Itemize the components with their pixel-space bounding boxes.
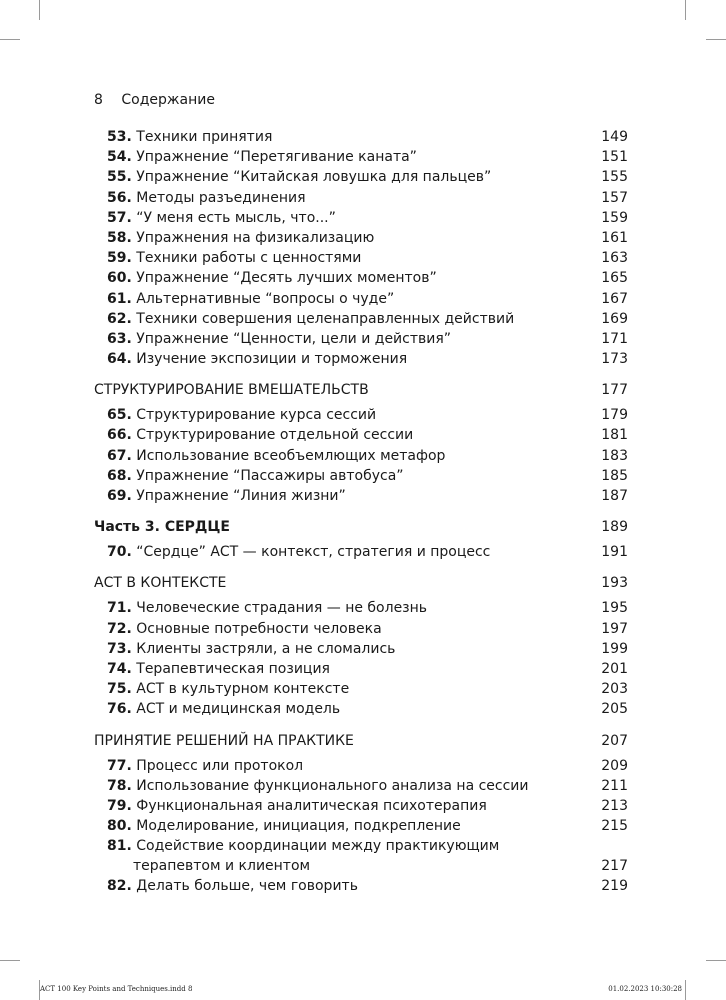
entry-page-number: 183 bbox=[601, 447, 628, 464]
entry-page-number: 181 bbox=[601, 427, 628, 444]
entry-title: Упражнение “Ценности, цели и действия” bbox=[136, 330, 452, 347]
entry-page-number: 151 bbox=[601, 149, 628, 166]
toc-entry[interactable] bbox=[94, 147, 628, 167]
toc-entry-text bbox=[107, 816, 461, 836]
entry-number: 72. bbox=[107, 620, 132, 637]
section-page-number: 189 bbox=[601, 519, 628, 536]
entry-page-number: 219 bbox=[601, 878, 628, 895]
entry-page-number: 209 bbox=[601, 757, 628, 774]
running-title: Содержание bbox=[121, 92, 215, 108]
entry-page-number: 191 bbox=[601, 544, 628, 561]
toc-entry[interactable] bbox=[94, 756, 628, 776]
entry-title: Использование функционального анализа на сессии bbox=[136, 777, 529, 794]
print-slug-file: ACT 100 Key Points and Techniques.indd 8 bbox=[40, 985, 193, 993]
entry-page-number: 167 bbox=[601, 290, 628, 307]
section-page-number: 207 bbox=[601, 732, 628, 749]
entry-title: Упражнения на физикализацию bbox=[136, 229, 375, 246]
entry-number: 79. bbox=[107, 797, 132, 814]
entry-title: АСТ в культурном контексте bbox=[136, 681, 350, 698]
entry-number: 82. bbox=[107, 878, 132, 895]
entry-page-number: 199 bbox=[601, 640, 628, 657]
entry-title: Упражнение “Китайская ловушка для пальцев” bbox=[136, 169, 492, 186]
entry-title: Основные потребности человека bbox=[136, 620, 382, 637]
entry-number: 64. bbox=[107, 351, 132, 368]
entry-number: 58. bbox=[107, 229, 132, 246]
entry-title: Содействие координации между практикующим терапевтом и клиентом bbox=[133, 838, 500, 875]
entry-title: Альтернативные “вопросы о чуде” bbox=[136, 290, 395, 307]
entry-title: Клиенты застряли, а не сломались bbox=[136, 640, 396, 657]
entry-title: Техники совершения целенаправленных действий bbox=[136, 310, 515, 327]
toc-entry[interactable] bbox=[94, 446, 628, 466]
entry-number: 77. bbox=[107, 757, 132, 774]
toc-entry-text bbox=[107, 228, 374, 248]
entry-page-number: 211 bbox=[601, 777, 628, 794]
entry-number: 59. bbox=[107, 250, 132, 267]
toc-entry-text bbox=[107, 349, 407, 369]
toc-entry[interactable] bbox=[94, 639, 628, 659]
entry-page-number: 195 bbox=[601, 600, 628, 617]
entry-page-number: 169 bbox=[601, 310, 628, 327]
entry-title: Упражнение “Десять лучших моментов” bbox=[136, 270, 437, 287]
toc-entry[interactable] bbox=[94, 836, 628, 876]
toc-entry[interactable] bbox=[94, 598, 628, 618]
crop-mark bbox=[0, 960, 20, 961]
crop-mark bbox=[685, 0, 686, 20]
entry-number: 81. bbox=[107, 838, 132, 855]
print-slug-timestamp: 01.02.2023 10:30:28 bbox=[608, 985, 682, 993]
entry-number: 57. bbox=[107, 209, 132, 226]
entry-number: 67. bbox=[107, 447, 132, 464]
entry-title: Упражнение “Линия жизни” bbox=[136, 488, 346, 504]
entry-title: Техники принятия bbox=[136, 129, 273, 145]
toc-entry[interactable] bbox=[94, 425, 628, 445]
entry-number: 73. bbox=[107, 640, 132, 657]
entry-page-number: 201 bbox=[601, 660, 628, 677]
toc-entry-text bbox=[107, 466, 404, 486]
entry-page-number: 185 bbox=[601, 467, 628, 484]
entry-number: 55. bbox=[107, 169, 132, 186]
entry-title: Делать больше, чем говорить bbox=[136, 878, 358, 895]
toc-entry-text bbox=[107, 188, 306, 208]
toc-entry-text bbox=[107, 598, 427, 618]
entry-title: Моделирование, инициация, подкрепление bbox=[136, 818, 461, 835]
toc-entry-text bbox=[107, 756, 303, 776]
entry-title: Человеческие страдания — не болезнь bbox=[136, 600, 428, 617]
toc-entry[interactable] bbox=[94, 329, 628, 349]
entry-page-number: 217 bbox=[601, 858, 628, 875]
section-title: Часть 3. СЕРДЦЕ bbox=[94, 519, 230, 536]
toc-entry-text bbox=[107, 619, 382, 639]
entry-page-number: 213 bbox=[601, 797, 628, 814]
section-title: АСТ В КОНТЕКСТЕ bbox=[94, 575, 227, 592]
toc-entry[interactable] bbox=[94, 208, 628, 228]
entry-number: 75. bbox=[107, 681, 132, 698]
entry-number: 69. bbox=[107, 488, 132, 504]
entry-title: Функциональная аналитическая психотерапия bbox=[136, 797, 487, 814]
entry-title: АСТ и медицинская модель bbox=[136, 701, 341, 718]
toc-entry-text bbox=[107, 446, 445, 466]
toc-entry-text bbox=[107, 167, 491, 187]
entry-title: Структурирование курса сессий bbox=[136, 407, 377, 424]
crop-mark bbox=[685, 980, 686, 1000]
entry-title: “Сердце” АСТ — контекст, стратегия и процесс bbox=[136, 544, 491, 561]
entry-page-number: 155 bbox=[601, 169, 628, 186]
toc-entry-text bbox=[107, 309, 514, 329]
entry-title: Упражнение “Перетягивание каната” bbox=[136, 149, 417, 166]
toc-entry[interactable] bbox=[94, 289, 628, 309]
toc-entry[interactable] bbox=[94, 268, 628, 288]
toc-entry[interactable] bbox=[94, 699, 628, 719]
toc-entry-text bbox=[107, 289, 394, 309]
table-of-contents bbox=[94, 127, 628, 896]
toc-entry[interactable] bbox=[94, 796, 628, 816]
entry-title: Методы разъединения bbox=[136, 189, 306, 206]
entry-page-number: 203 bbox=[601, 681, 628, 698]
entry-number: 63. bbox=[107, 330, 132, 347]
entry-number: 56. bbox=[107, 189, 132, 206]
entry-page-number: 215 bbox=[601, 818, 628, 835]
entry-page-number: 157 bbox=[601, 189, 628, 206]
entry-number: 68. bbox=[107, 467, 132, 484]
toc-entry[interactable] bbox=[94, 309, 628, 329]
toc-entry[interactable] bbox=[94, 466, 628, 486]
entry-number: 65. bbox=[107, 407, 132, 424]
toc-entry-text bbox=[107, 425, 413, 445]
entry-page-number: 159 bbox=[601, 209, 628, 226]
toc-entry[interactable] bbox=[94, 776, 628, 796]
toc-entry-text bbox=[107, 699, 340, 719]
entry-number: 76. bbox=[107, 701, 132, 718]
entry-title: Упражнение “Пассажиры автобуса” bbox=[136, 467, 404, 484]
entry-page-number: 165 bbox=[601, 270, 628, 287]
toc-entry[interactable] bbox=[94, 127, 628, 147]
entry-number: 74. bbox=[107, 660, 132, 677]
section-heading[interactable] bbox=[94, 731, 628, 751]
toc-entry[interactable] bbox=[94, 228, 628, 248]
entry-number: 61. bbox=[107, 290, 132, 307]
section-heading[interactable] bbox=[94, 380, 628, 400]
section-page-number: 177 bbox=[601, 382, 628, 399]
toc-entry-text bbox=[107, 836, 573, 876]
toc-entry[interactable] bbox=[94, 659, 628, 679]
toc-entry[interactable] bbox=[94, 486, 628, 506]
toc-entry[interactable] bbox=[94, 349, 628, 369]
entry-page-number: 171 bbox=[601, 330, 628, 347]
crop-mark bbox=[706, 39, 726, 40]
entry-number: 60. bbox=[107, 270, 132, 287]
toc-entry-text bbox=[107, 876, 358, 896]
toc-entry-text bbox=[107, 208, 336, 228]
entry-number: 80. bbox=[107, 818, 132, 835]
toc-entry[interactable] bbox=[94, 188, 628, 208]
entry-page-number: 197 bbox=[601, 620, 628, 637]
crop-mark bbox=[0, 39, 20, 40]
toc-entry[interactable] bbox=[94, 248, 628, 268]
page-number: 8 bbox=[94, 92, 103, 108]
toc-entry[interactable] bbox=[94, 405, 628, 425]
toc-entry-text bbox=[107, 405, 376, 425]
toc-entry-text bbox=[107, 659, 330, 679]
entry-number: 54. bbox=[107, 149, 132, 166]
toc-entry[interactable] bbox=[94, 876, 628, 896]
entry-title: Структурирование отдельной сессии bbox=[136, 427, 414, 444]
toc-entry-text bbox=[107, 329, 451, 349]
entry-page-number: 187 bbox=[601, 488, 628, 504]
section-title: ПРИНЯТИЕ РЕШЕНИЙ НА ПРАКТИКЕ bbox=[94, 732, 354, 749]
entry-title: Процесс или протокол bbox=[136, 757, 304, 774]
toc-entry-text bbox=[107, 486, 346, 506]
entry-page-number: 161 bbox=[601, 229, 628, 246]
entry-title: “У меня есть мысль, что...” bbox=[136, 209, 336, 226]
toc-entry-text bbox=[107, 268, 437, 288]
crop-mark bbox=[39, 0, 40, 20]
part-heading[interactable] bbox=[94, 517, 628, 537]
entry-number: 53. bbox=[107, 129, 132, 145]
toc-entry-text bbox=[107, 679, 349, 699]
entry-title: Терапевтическая позиция bbox=[136, 660, 330, 677]
toc-entry-text bbox=[107, 796, 487, 816]
section-page-number: 193 bbox=[601, 575, 628, 592]
toc-entry-text bbox=[107, 127, 272, 147]
entry-number: 70. bbox=[107, 544, 132, 561]
entry-page-number: 163 bbox=[601, 250, 628, 267]
toc-entry[interactable] bbox=[94, 679, 628, 699]
section-heading[interactable] bbox=[94, 573, 628, 593]
toc-entry[interactable] bbox=[94, 816, 628, 836]
toc-entry[interactable] bbox=[94, 167, 628, 187]
toc-entry[interactable] bbox=[94, 542, 628, 562]
crop-mark bbox=[706, 960, 726, 961]
entry-title: Техники работы с ценностями bbox=[136, 250, 362, 267]
entry-page-number: 205 bbox=[601, 701, 628, 718]
entry-number: 71. bbox=[107, 600, 132, 617]
entry-page-number: 149 bbox=[601, 129, 628, 145]
entry-page-number: 173 bbox=[601, 351, 628, 368]
running-header bbox=[94, 92, 215, 108]
toc-entry[interactable] bbox=[94, 619, 628, 639]
toc-entry-text bbox=[107, 542, 490, 562]
entry-title: Использование всеобъемлющих метафор bbox=[136, 447, 446, 464]
toc-entry-text bbox=[107, 776, 529, 796]
section-title: СТРУКТУРИРОВАНИЕ ВМЕШАТЕЛЬСТВ bbox=[94, 382, 369, 399]
entry-number: 62. bbox=[107, 310, 132, 327]
entry-number: 66. bbox=[107, 427, 132, 444]
entry-page-number: 179 bbox=[601, 407, 628, 424]
toc-entry-text bbox=[107, 248, 361, 268]
toc-entry-text bbox=[107, 639, 395, 659]
toc-entry-text bbox=[107, 147, 417, 167]
entry-number: 78. bbox=[107, 777, 132, 794]
entry-title: Изучение экспозиции и торможения bbox=[136, 351, 408, 368]
